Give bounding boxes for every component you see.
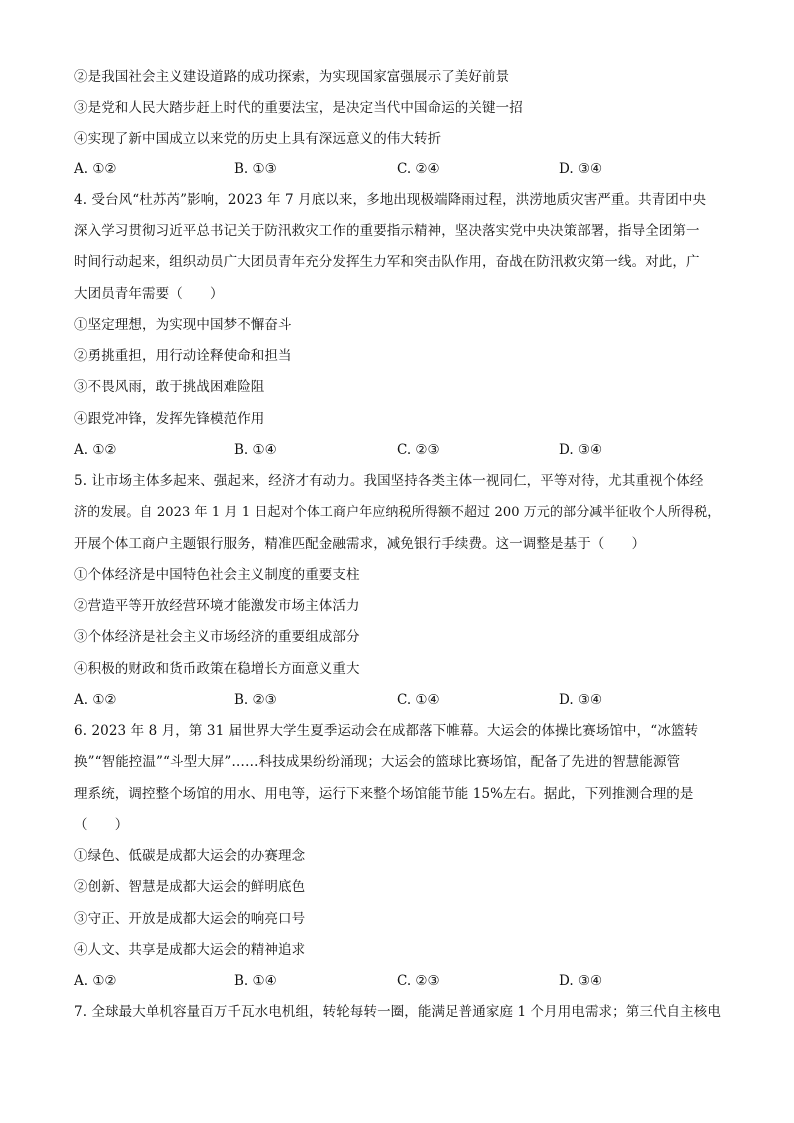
q6-item-4: ④人文、共享是成都大运会的精神追求 — [74, 942, 306, 958]
q6-stem-line-2: 换”“智能控温”“斗型大屏”……科技成果纷纷涌现；大运会的篮球比赛场馆，配备了先进的智慧能源管 — [74, 754, 681, 770]
q4-option-b: B. ①④ — [234, 442, 277, 458]
q6-option-a: A. ①② — [74, 973, 117, 989]
q5-option-a: A. ①② — [74, 692, 117, 708]
q3-option-d: D. ③④ — [559, 161, 603, 177]
q6-item-2: ②创新、智慧是成都大运会的鲜明底色 — [74, 879, 306, 895]
q6-stem-line-3: 理系统，调控整个场馆的用水、用电等，运行下来整个场馆能节能 15%左右。据此，下列推测合理的是 — [74, 786, 694, 802]
q6-item-1: ①绿色、低碳是成都大运会的办赛理念 — [74, 848, 306, 864]
q4-stem-line-1: 4. 受台风“杜苏芮”影响，2023 年 7 月底以来，多地出现极端降雨过程，洪涝地质灾害严重。共青团中央 — [74, 192, 707, 208]
q3-item-3: ③是党和人民大踏步赶上时代的重要法宝，是决定当代中国命运的关键一招 — [74, 100, 523, 116]
q4-stem-line-3: 时间行动起来，组织动员广大团员青年充分发挥生力军和突击队作用，奋战在防汛救灾第一线。对此，广 — [74, 254, 700, 270]
q5-item-2: ②营造平等开放经营环境才能激发市场主体活力 — [74, 598, 360, 614]
q4-item-1: ①坚定理想，为实现中国梦不懈奋斗 — [74, 317, 292, 333]
q3-item-4: ④实现了新中国成立以来党的历史上具有深远意义的伟大转折 — [74, 131, 442, 147]
q7-stem-line-1: 7. 全球最大单机容量百万千瓦水电机组，转轮每转一圈，能满足普通家庭 1 个月用电需求；第三代自主核电 — [74, 1004, 721, 1020]
q4-option-c: C. ②③ — [397, 442, 440, 458]
q5-item-4: ④积极的财政和货币政策在稳增长方面意义重大 — [74, 661, 360, 677]
q5-option-c: C. ①④ — [397, 692, 440, 708]
q6-item-3: ③守正、开放是成都大运会的响亮口号 — [74, 911, 306, 927]
q3-option-c: C. ②④ — [397, 161, 440, 177]
q6-option-d: D. ③④ — [559, 973, 603, 989]
q6-options — [74, 972, 714, 990]
q4-option-a: A. ①② — [74, 442, 117, 458]
q5-options — [74, 691, 714, 709]
q5-item-3: ③个体经济是社会主义市场经济的重要组成部分 — [74, 629, 360, 645]
q5-item-1: ①个体经济是中国特色社会主义制度的重要支柱 — [74, 567, 360, 583]
q6-option-b: B. ①④ — [234, 973, 277, 989]
q4-item-4: ④跟党冲锋，发挥先锋模范作用 — [74, 411, 265, 427]
q4-stem-line-2: 深入学习贯彻习近平总书记关于防汛救灾工作的重要指示精神，坚决落实党中央决策部署，指导全团第一 — [74, 223, 700, 239]
q3-option-b: B. ①③ — [234, 161, 277, 177]
q5-stem-line-3: 开展个体工商户主题银行服务，精准匹配金融需求，减免银行手续费。这一调整是基于（ ） — [74, 536, 646, 552]
q4-options — [74, 441, 714, 459]
q6-stem-line-1: 6. 2023 年 8 月，第 31 届世界大学生夏季运动会在成都落下帷幕。大运会的体操比赛场馆中，“冰篮转 — [74, 723, 699, 739]
q4-item-3: ③不畏风雨，敢于挑战困难险阻 — [74, 379, 265, 395]
q3-options — [74, 160, 714, 178]
q4-item-2: ②勇挑重担，用行动诠释使命和担当 — [74, 348, 292, 364]
q4-stem-line-4: 大团员青年需要（ ） — [74, 286, 224, 302]
q5-option-d: D. ③④ — [559, 692, 603, 708]
q5-stem-line-1: 5. 让市场主体多起来、强起来，经济才有动力。我国坚持各类主体一视同仁，平等对待，尤其重视个体经 — [74, 473, 704, 489]
q6-option-c: C. ②③ — [397, 973, 440, 989]
q5-option-b: B. ②③ — [234, 692, 277, 708]
q3-item-2: ②是我国社会主义建设道路的成功探索，为实现国家富强展示了美好前景 — [74, 69, 510, 85]
q4-option-d: D. ③④ — [559, 442, 603, 458]
q6-stem-line-4: （ ） — [74, 817, 129, 833]
q5-stem-line-2: 济的发展。自 2023 年 1 月 1 日起对个体工商户年应纳税所得额不超过 200 万元的部分减半征收个人所得税， — [74, 505, 721, 520]
q3-option-a: A. ①② — [74, 161, 117, 177]
